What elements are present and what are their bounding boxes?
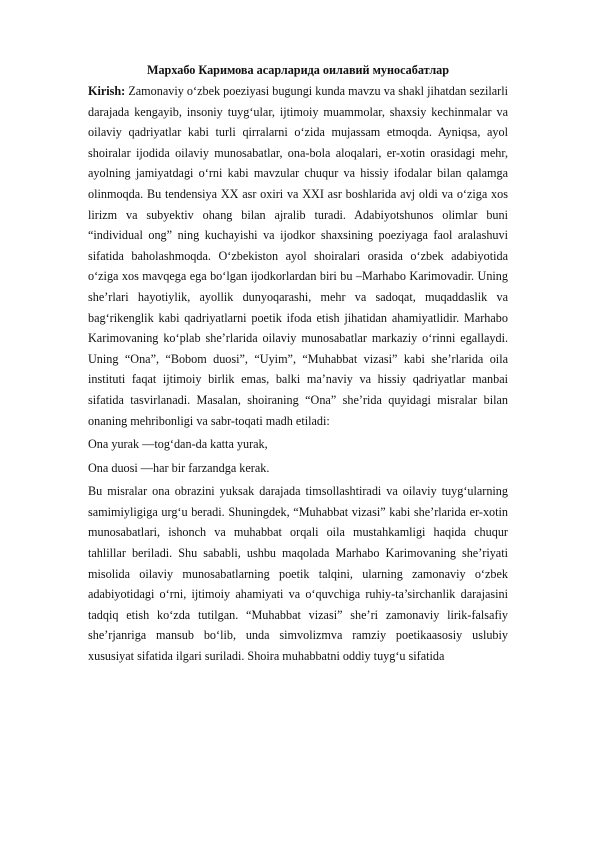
verse-line-2: Ona duosi —har bir farzandga kerak. [88, 460, 270, 475]
body-paragraph: Bu misralar ona obrazini yuksak darajada timsollashtiradi va oilaviy tuyg‘ularning samimiyligiga urg‘u beradi. Shuningdek, “Muhabbat vizasi” kabi she’rlarida er-xotin munosabatlari, ishonch va muhabbat orqali oila mustahkamligi haqida chuqur tahlillar beriladi. Shu sababli, ushbu maqolada Marhabo Karimovaning she’riyati misolida oilaviy munosabatlarning poetik talqini, ularning zamonaviy o‘zbek adabiyotidagi o‘rni, ijtimoiy ahamiyati va o‘quvchiga ruhiy-ta’sirchanlik darajasini tadqiq etish ko‘zda tutilgan. “Muhabbat vizasi” she’ri zamonaviy lirik-falsafiy she’rjanriga mansub bo‘lib, unda simvolizmva ramziy poetikaasosiy uslubiy xususiyat sifatida ilgari suriladi. Shoira muhabbatni oddiy tuyg‘u sifatida [88, 484, 508, 664]
article-title: Мархабо Каримова асарларида оилавий муносабатлар [146, 63, 450, 77]
document-page [88, 62, 508, 667]
intro-paragraph [88, 81, 508, 431]
intro-text: Zamonaviy o‘zbek poeziyasi bugungi kunda mavzu va shakl jihatdan sezilarli darajada kengayib, insoniy tuyg‘ular, ijtimoiy muammolar, shaxsiy kechinmalar va oilaviy qadriyatlar kabi turli qirralarni o‘zida mujassam etmoqda. Ayniqsa, ayol shoiralar ijodida oilaviy munosabatlar, ona-bola aloqalari, er-xotin orasidagi mehr, ayolning jamiyatdagi o‘rni kabi mavzular chuqur va hissiy ifodalar bilan qalamga olinmoqda. Bu tendensiya XX asr oxiri va XXI asr boshlarida avj oldi va o‘ziga xos lirizm va subyektiv ohang bilan ajralib turadi. Adabiyotshunos olimlar buni “individual ong” ning kuchayishi va ijodkor shaxsining poeziyaga faol aralashuvi sifatida baholashmoqda. O‘zbekiston ayol shoiralari orasida o‘zbek adabiyotida o‘ziga xos mavqega ega bo‘lgan ijodkorlardan biri bu –Marhabo Karimovadir. Uning she’rlari hayotiylik, ayollik dunyoqarashi, mehr va sadoqat, muqaddaslik va bag‘rikenglik kabi qadriyatlarni poetik ifoda etish jihatidan ahamiyatlidir. Marhabo Karimovaning ko‘plab she’rlarida oilaviy munosabatlar markaziy o‘rinni egallaydi. Uning “Ona”, “Bobom duosi”, “Uyim”, “Muhabbat vizasi” kabi she’rlarida oila instituti faqat ijtimoiy birlik emas, balki ma’naviy va hissiy qadriyatlar manbai sifatida tasvirlanadi. Masalan, shoiraning “Ona” she’rida quyidagi misralar bilan onaning mehribonligi va sabr-toqati madh etiladi: [88, 84, 508, 428]
verse-line-1: Ona yurak —tog‘dan-da katta yurak, [88, 437, 268, 452]
intro-lead: Kirish: [88, 84, 126, 98]
